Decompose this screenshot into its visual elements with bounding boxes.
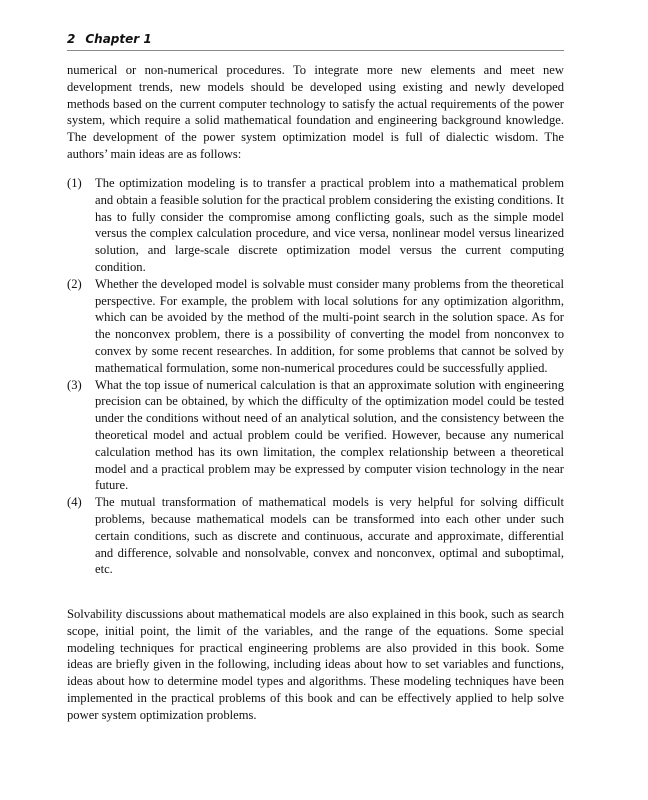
list-item-text: The optimization modeling is to transfer a practical problem into a mathematical problem and obtain a feasible solution for the practical problem considering the existing conditions. It has to fully consider the compromise among conflicting goals, such as the simple model versus the complex calculation procedure, and vice versa, nonlinear model versus linearized solution, and large-scale discrete optimization model versus the current computing condition.	[95, 176, 564, 274]
main-ideas-list	[67, 175, 564, 578]
list-item-number: (4)	[67, 495, 82, 510]
list-item-text: What the top issue of numerical calculation is that an approximate solution with engineering precision can be obtained, by which the difficulty of the optimization model could be tested under the conditions without need of an analytical solution, and the consistency between the theoretical model and actual problem could be verified. However, because any numerical calculation method has its own limitation, the complex relationship between a theoretical model and a practical problem may be expressed by computer vision technology in the near future.	[95, 377, 564, 493]
list-item-number: (1)	[67, 176, 82, 190]
list-item	[67, 175, 564, 276]
list-item-text: Whether the developed model is solvable must consider many problems from the theoretical perspective. For example, the problem with local solutions for any optimization algorithm, which can be avoided by the method of the multi-point search in the solution space. As for the nonconvex problem, there is a possibility of converting the model from nonconvex to convex by some recent researches. In addition, for some problems that cannot be solved by mathematical formulation, some non-numerical procedures could be successfully applied.	[95, 276, 564, 375]
list-item-number: (2)	[67, 276, 82, 291]
list-item	[67, 494, 564, 578]
list-item	[67, 276, 564, 377]
list-item-number: (3)	[67, 377, 82, 392]
running-header	[67, 30, 564, 51]
list-item-text: The mutual transformation of mathematical models is very helpful for solving difficult problems, because mathematical models can be transformed into each other under such certain conditions, such as discrete and continuous, accurate and approximate, differential and difference, solvable and nonsolvable, convex and nonconvex, optimal and suboptimal, etc.	[95, 495, 564, 577]
closing-paragraph: Solvability discussions about mathematical models are also explained in this book, such as search scope, initial point, the limit of the variables, and the range of the equations. Some special modeling techniques for practical engineering problems are also provided in this book. Some ideas are briefly given in the following, including ideas about how to set variables and functions, ideas about how to determine model types and algorithms. These modeling techniques have been implemented in the practical problems of this book and can be effectively applied to help solve power system optimization problems.	[67, 607, 564, 722]
page-number: 2	[67, 32, 76, 46]
list-item	[67, 377, 564, 495]
chapter-label: Chapter 1	[85, 32, 152, 46]
intro-paragraph: numerical or non-numerical procedures. To integrate more new elements and meet new development trends, new models should be developed using existing and newly developed methods based on the current computer technology to satisfy the actual requirements of the power system, which require a solid mathematical foundation and engineering background knowledge. The development of the power system optimization model is full of dialectic wisdom. The authors’ main ideas are as follows:	[67, 63, 564, 161]
